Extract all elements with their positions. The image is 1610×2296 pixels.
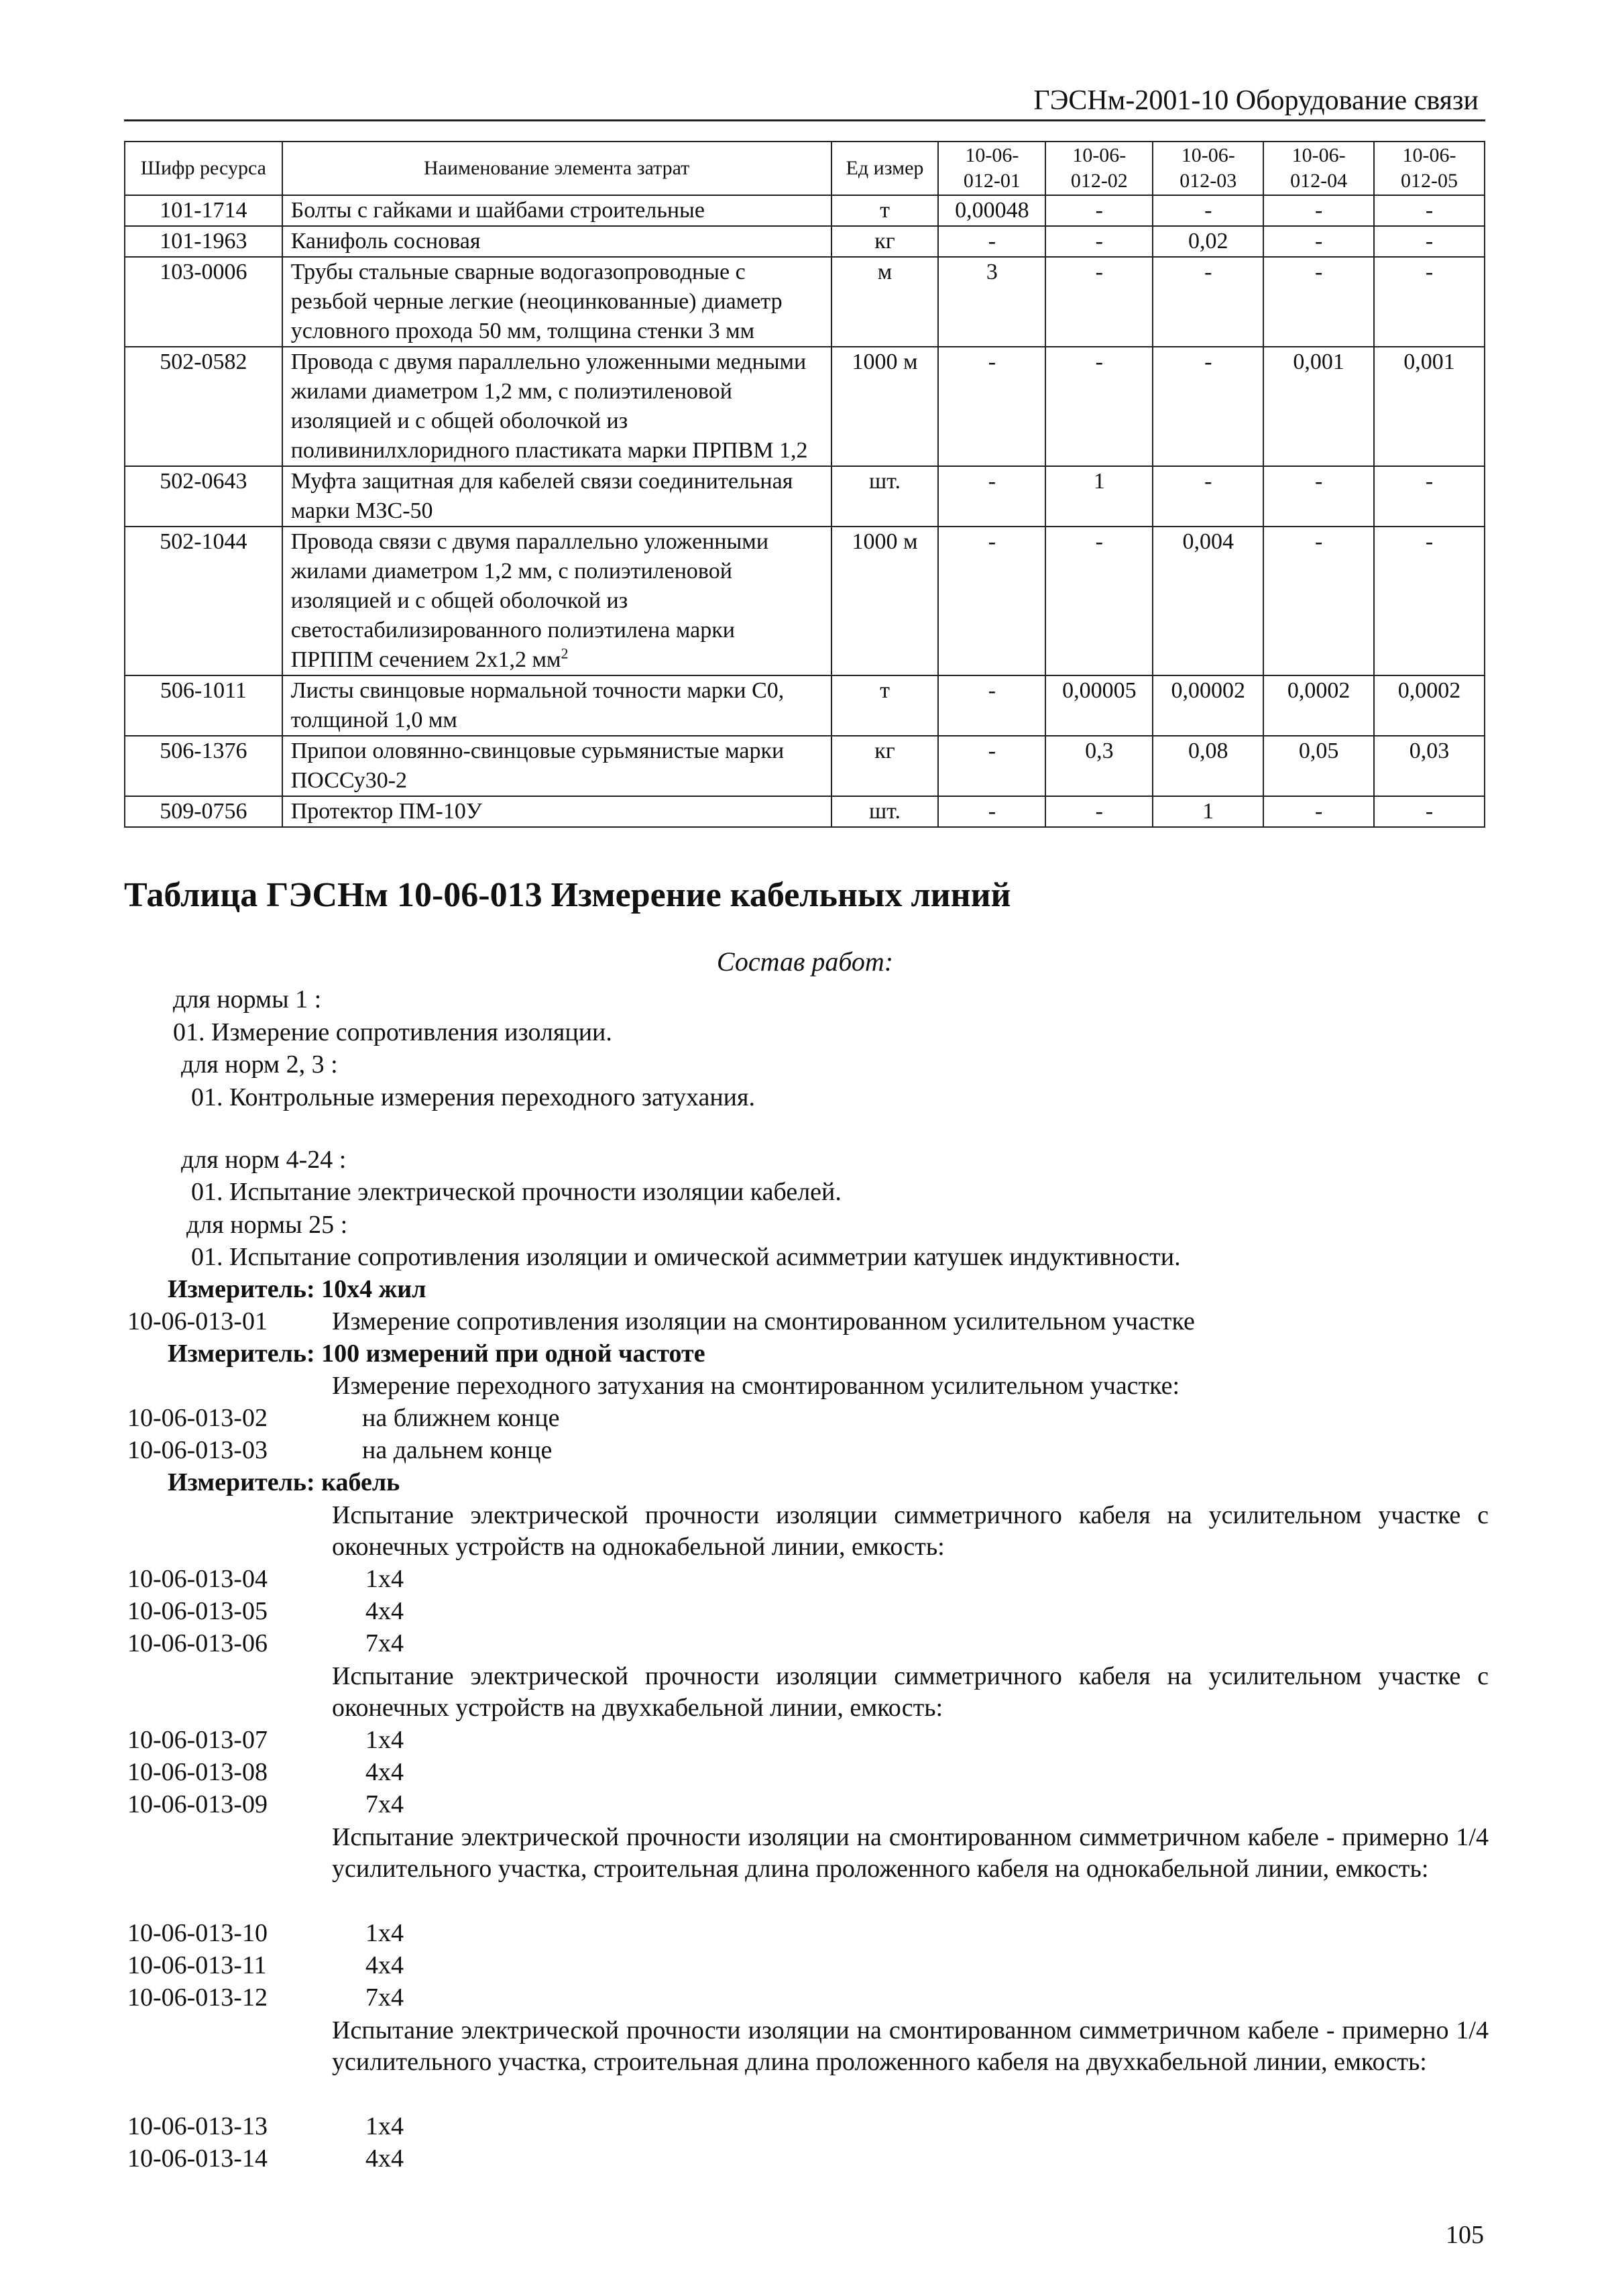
resource-value: - (1374, 226, 1485, 257)
resource-value: - (1263, 466, 1374, 527)
resource-value: - (1263, 195, 1374, 226)
resource-value: - (1263, 796, 1374, 827)
resource-name (282, 527, 831, 675)
resource-code: 101-1963 (125, 226, 282, 257)
table-header (125, 142, 1485, 195)
resource-name-text: Провода связи с двумя параллельно уложенными жилами диаметром 1,2 мм, с полиэтиленовой изоляцией и с общей оболочкой из светостабилизированного полиэтилена марки ПРППМ сечением 2х1,2 мм (290, 529, 769, 672)
norm-text: 4х4 (365, 1597, 404, 1625)
norm-code: 10-06-013-13 (127, 2112, 268, 2140)
column-header: Шифр ресурса (125, 142, 282, 195)
norm-text: 1х4 (365, 1919, 404, 1947)
resource-code: 502-1044 (125, 527, 282, 675)
resource-name-text: Канифоль сосновая (290, 229, 481, 254)
norm-text: 7х4 (365, 1629, 404, 1657)
work-line: для нормы 25 : (186, 1211, 348, 1239)
resource-value: - (1045, 527, 1153, 675)
resource-name (282, 257, 831, 347)
column-header: 10-06- 012-03 (1153, 142, 1263, 195)
resource-value: 0,0002 (1263, 675, 1374, 736)
table-row (125, 195, 1485, 226)
resource-value: - (938, 527, 1045, 675)
resource-name (282, 796, 831, 827)
resource-unit: шт. (831, 796, 939, 827)
norm-text: 1х4 (365, 1726, 404, 1754)
norm-paragraph: Испытание электрической прочности изоляции симметричного кабеля на усилительном участке с оконечных устройств на двухкабельной линии, емкость: (332, 1662, 1489, 1722)
composition-label: Состав работ: (716, 946, 894, 977)
norm-code: 10-06-013-07 (127, 1726, 268, 1754)
norm-code: 10-06-013-10 (127, 1919, 268, 1947)
work-line: 01. Испытание электрической прочности изоляции кабелей. (191, 1178, 842, 1206)
resource-value: 0,08 (1153, 736, 1263, 796)
norm-text: 7х4 (365, 1983, 404, 2012)
norm-code: 10-06-013-08 (127, 1758, 268, 1786)
resource-name-text: Трубы стальные сварные водогазопроводные с резьбой черные легкие (неоцинкованные) диаметр условного прохода 50 мм, толщина стенки 3 мм (290, 260, 783, 343)
resource-value: 0,001 (1374, 347, 1485, 466)
resource-value: - (1374, 195, 1485, 226)
resource-name (282, 466, 831, 527)
resource-value: - (1045, 226, 1153, 257)
resource-value: 0,0002 (1374, 675, 1485, 736)
resource-name-text: Листы свинцовые нормальной точности марки С0, толщиной 1,0 мм (290, 678, 785, 732)
norm-code: 10-06-013-11 (127, 1951, 267, 1979)
resource-value: 1 (1153, 796, 1263, 827)
resource-value: - (1263, 226, 1374, 257)
work-line: 01. Испытание сопротивления изоляции и омической асимметрии катушек индуктивности. (191, 1243, 1181, 1271)
resource-value: 0,00002 (1153, 675, 1263, 736)
resource-value: - (1153, 257, 1263, 347)
resource-value: - (1263, 257, 1374, 347)
resource-unit: т (831, 675, 939, 736)
resource-name (282, 736, 831, 796)
resource-unit: 1000 м (831, 527, 939, 675)
resource-value: - (1263, 527, 1374, 675)
resource-value: - (1045, 257, 1153, 347)
norm-text: Измерение сопротивления изоляции на смонтированном усилительном участке (332, 1307, 1195, 1335)
table-row (125, 226, 1485, 257)
table-row (125, 675, 1485, 736)
norm-code: 10-06-013-06 (127, 1629, 268, 1657)
meter-label: Измеритель: 10х4 жил (168, 1275, 426, 1303)
resources-table (124, 141, 1485, 828)
resource-name-text: Провода с двумя параллельно уложенными медными жилами диаметром 1,2 мм, с полиэтиленовой изоляцией и с общей оболочкой из поливинилхлоридного пластиката марки ПРПВМ 1,2 (290, 349, 808, 463)
resource-unit: т (831, 195, 939, 226)
resource-unit: шт. (831, 466, 939, 527)
table-row (125, 796, 1485, 827)
meter-label: Измеритель: 100 измерений при одной частоте (168, 1340, 705, 1368)
resource-name (282, 675, 831, 736)
resource-code: 101-1714 (125, 195, 282, 226)
resource-value: - (938, 675, 1045, 736)
meter-label: Измеритель: кабель (168, 1468, 400, 1496)
norm-code: 10-06-013-02 (127, 1404, 268, 1432)
norm-paragraph: Испытание электрической прочности изоляции на смонтированном симметричном кабеле - примерно 1/4 усилительного участка, строительная длина проложенного кабеля на однокабельной линии, емкость: (332, 1823, 1489, 1883)
resource-value: - (1374, 796, 1485, 827)
resource-code: 502-0582 (125, 347, 282, 466)
resource-value: - (1045, 195, 1153, 226)
header-title: ГЭСНм-2001-10 Оборудование связи (1033, 85, 1479, 116)
page-number: 105 (1446, 2221, 1484, 2249)
resource-name (282, 195, 831, 226)
column-header: Ед измер (831, 142, 939, 195)
norm-text: 4х4 (365, 1758, 404, 1786)
resource-value: 0,03 (1374, 736, 1485, 796)
resource-value: - (1153, 347, 1263, 466)
norm-paragraph: Испытание электрической прочности изоляции симметричного кабеля на усилительном участке с оконечных устройств на однокабельной линии, емкость: (332, 1501, 1489, 1561)
resource-name (282, 226, 831, 257)
resource-value: 3 (938, 257, 1045, 347)
resource-value: - (1374, 257, 1485, 347)
resource-name (282, 347, 831, 466)
resource-code: 506-1011 (125, 675, 282, 736)
norm-code: 10-06-013-01 (127, 1307, 268, 1335)
resource-value: - (938, 796, 1045, 827)
resource-unit: кг (831, 736, 939, 796)
table-body (125, 195, 1485, 827)
work-line: 01. Измерение сопротивления изоляции. (173, 1018, 612, 1046)
resource-code: 502-0643 (125, 466, 282, 527)
work-line: для норм 2, 3 : (181, 1050, 338, 1079)
resource-code: 103-0006 (125, 257, 282, 347)
resource-value: - (938, 226, 1045, 257)
norm-text: на дальнем конце (362, 1436, 553, 1464)
norm-paragraph: Испытание электрической прочности изоляции на смонтированном симметричном кабеле - примерно 1/4 усилительного участка, строительная длина проложенного кабеля на двухкабельной линии, емкость: (332, 2016, 1489, 2076)
resource-value: - (1045, 796, 1153, 827)
norm-paragraph: Измерение переходного затухания на смонтированном усилительном участке: (332, 1372, 1180, 1400)
norm-text: 7х4 (365, 1790, 404, 1818)
resource-value: - (1374, 527, 1485, 675)
resource-value: - (1374, 466, 1485, 527)
norm-text: 4х4 (365, 1951, 404, 1979)
table-row (125, 257, 1485, 347)
resource-unit: 1000 м (831, 347, 939, 466)
resource-value: - (1153, 466, 1263, 527)
norm-code: 10-06-013-12 (127, 1983, 268, 2012)
superscript: 2 (561, 645, 569, 662)
table-row (125, 347, 1485, 466)
resource-unit: м (831, 257, 939, 347)
norm-text: 1х4 (365, 1565, 404, 1593)
resource-name-text: Муфта защитная для кабелей связи соединительная марки МЗС-50 (290, 469, 793, 523)
page-header (124, 79, 1485, 121)
column-header: 10-06- 012-05 (1374, 142, 1485, 195)
resource-value: - (1153, 195, 1263, 226)
resource-value: 0,001 (1263, 347, 1374, 466)
resource-value: 0,00005 (1045, 675, 1153, 736)
resource-unit: кг (831, 226, 939, 257)
resource-value: - (1045, 347, 1153, 466)
column-header: Наименование элемента затрат (282, 142, 831, 195)
norm-text: 1х4 (365, 2112, 404, 2140)
column-header: 10-06- 012-04 (1263, 142, 1374, 195)
resource-value: 0,00048 (938, 195, 1045, 226)
resource-name-text: Болты с гайками и шайбами строительные (290, 198, 705, 223)
column-header: 10-06- 012-01 (938, 142, 1045, 195)
resource-value: 0,004 (1153, 527, 1263, 675)
resource-code: 509-0756 (125, 796, 282, 827)
resource-value: 0,3 (1045, 736, 1153, 796)
work-line: для нормы 1 : (173, 985, 322, 1014)
resource-value: 0,05 (1263, 736, 1374, 796)
norm-code: 10-06-013-03 (127, 1436, 268, 1464)
norm-code: 10-06-013-09 (127, 1790, 268, 1818)
table-row (125, 736, 1485, 796)
norm-code: 10-06-013-14 (127, 2144, 268, 2173)
section-title: Таблица ГЭСНм 10-06-013 Измерение кабельных линий (124, 876, 1011, 914)
table-row (125, 527, 1485, 675)
work-line: 01. Контрольные измерения переходного затухания. (191, 1083, 755, 1111)
resource-name-text: Припои оловянно-свинцовые сурьмянистые марки ПОССу30-2 (290, 739, 785, 793)
table-row (125, 466, 1485, 527)
norm-text: 4х4 (365, 2144, 404, 2173)
norm-code: 10-06-013-05 (127, 1597, 268, 1625)
work-line: для норм 4-24 : (181, 1146, 347, 1174)
resource-value: 0,02 (1153, 226, 1263, 257)
resource-code: 506-1376 (125, 736, 282, 796)
column-header: 10-06- 012-02 (1045, 142, 1153, 195)
resource-value: - (938, 466, 1045, 527)
resource-value: - (938, 347, 1045, 466)
norm-code: 10-06-013-04 (127, 1565, 268, 1593)
norm-text: на ближнем конце (362, 1404, 560, 1432)
resource-value: 1 (1045, 466, 1153, 527)
resource-value: - (938, 736, 1045, 796)
resource-name-text: Протектор ПМ-10У (290, 799, 482, 824)
